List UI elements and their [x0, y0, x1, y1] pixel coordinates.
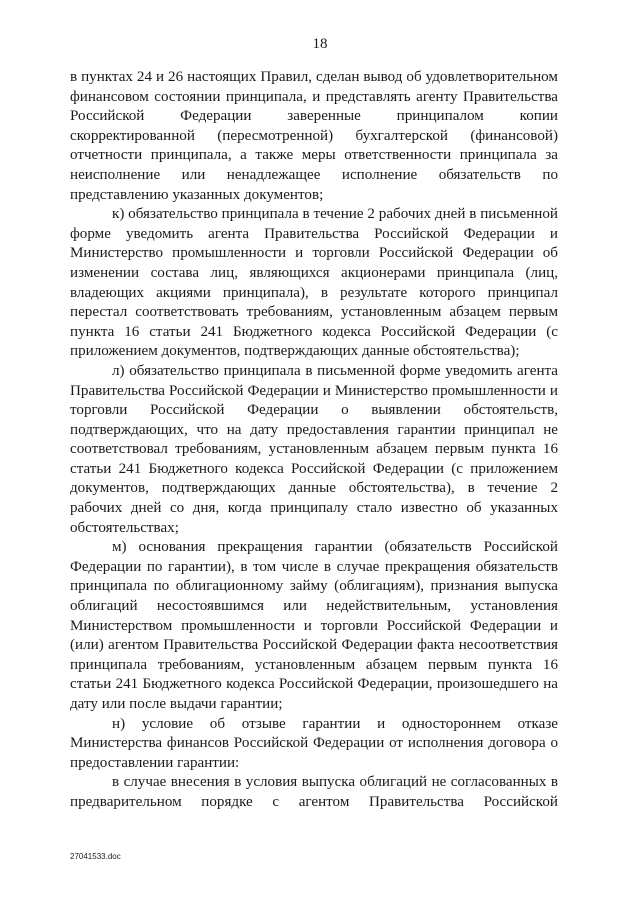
document-body: [70, 68, 558, 813]
paragraph-continuation: в пунктах 24 и 26 настоящих Правил, сделан вывод об удовлетворительном финансовом состоянии принципала, и представлять агенту Правительства Российской Федерации заверенные принципалом копии скорректированной (пересмотренной) бухгалтерской (финансовой) отчетности принципала, а также меры ответственности принципала за неисполнение или ненадлежащее исполнение обязательств по представлению указанных документов;: [70, 69, 558, 203]
paragraph-n-case: в случае внесения в условия выпуска облигаций не согласованных в предварительном порядке с агентом Правительства Российской: [70, 774, 558, 810]
paragraph-k: к) обязательство принципала в течение 2 рабочих дней в письменной форме уведомить агента Правительства Российской Федерации и Министерство промышленности и торговли Российской Федерации об изменении состава лиц, являющихся акционерами принципала (лиц, владеющих акциями принципала), в результате которого принципал перестал соответствовать требованиям, установленным абзацем первым пункта 16 статьи 241 Бюджетного кодекса Российской Федерации (с приложением документов, подтверждающих данные обстоятельства);: [70, 206, 558, 360]
document-filename: 27041533.doc: [70, 852, 121, 861]
page-number: 18: [312, 36, 328, 52]
paragraph-l: л) обязательство принципала в письменной форме уведомить агента Правительства Российской Федерации и Министерство промышленности и торговли Российской Федерации о выявлении обстоятельств, подтверждающих, что на дату предоставления гарантии принципал не соответствовал требованиям, установленным абзацем первым пункта 16 статьи 241 Бюджетного кодекса Российской Федерации (с приложением документов, подтверждающих данные обстоятельства), в течение 2 рабочих дней со дня, когда принципалу стало известно об указанных обстоятельствах;: [70, 362, 558, 536]
paragraph-m: м) основания прекращения гарантии (обязательств Российской Федерации по гарантии), в том числе в случае прекращения обязательств принципала по облигационному займу (облигациям), признания выпуска облигаций несостоявшимся или недействительным, установления Министерством промышленности и торговли Российской Федерации и (или) агентом Правительства Российской Федерации факта несоответствия принципала требованиям, установленным абзацем первым пункта 16 статьи 241 Бюджетного кодекса Российской Федерации, произошедшего на дату или после выдачи гарантии;: [70, 539, 558, 712]
paragraph-n: н) условие об отзыве гарантии и одностороннем отказе Министерства финансов Российской Федерации от исполнения договора о предоставлении гарантии:: [70, 715, 558, 771]
